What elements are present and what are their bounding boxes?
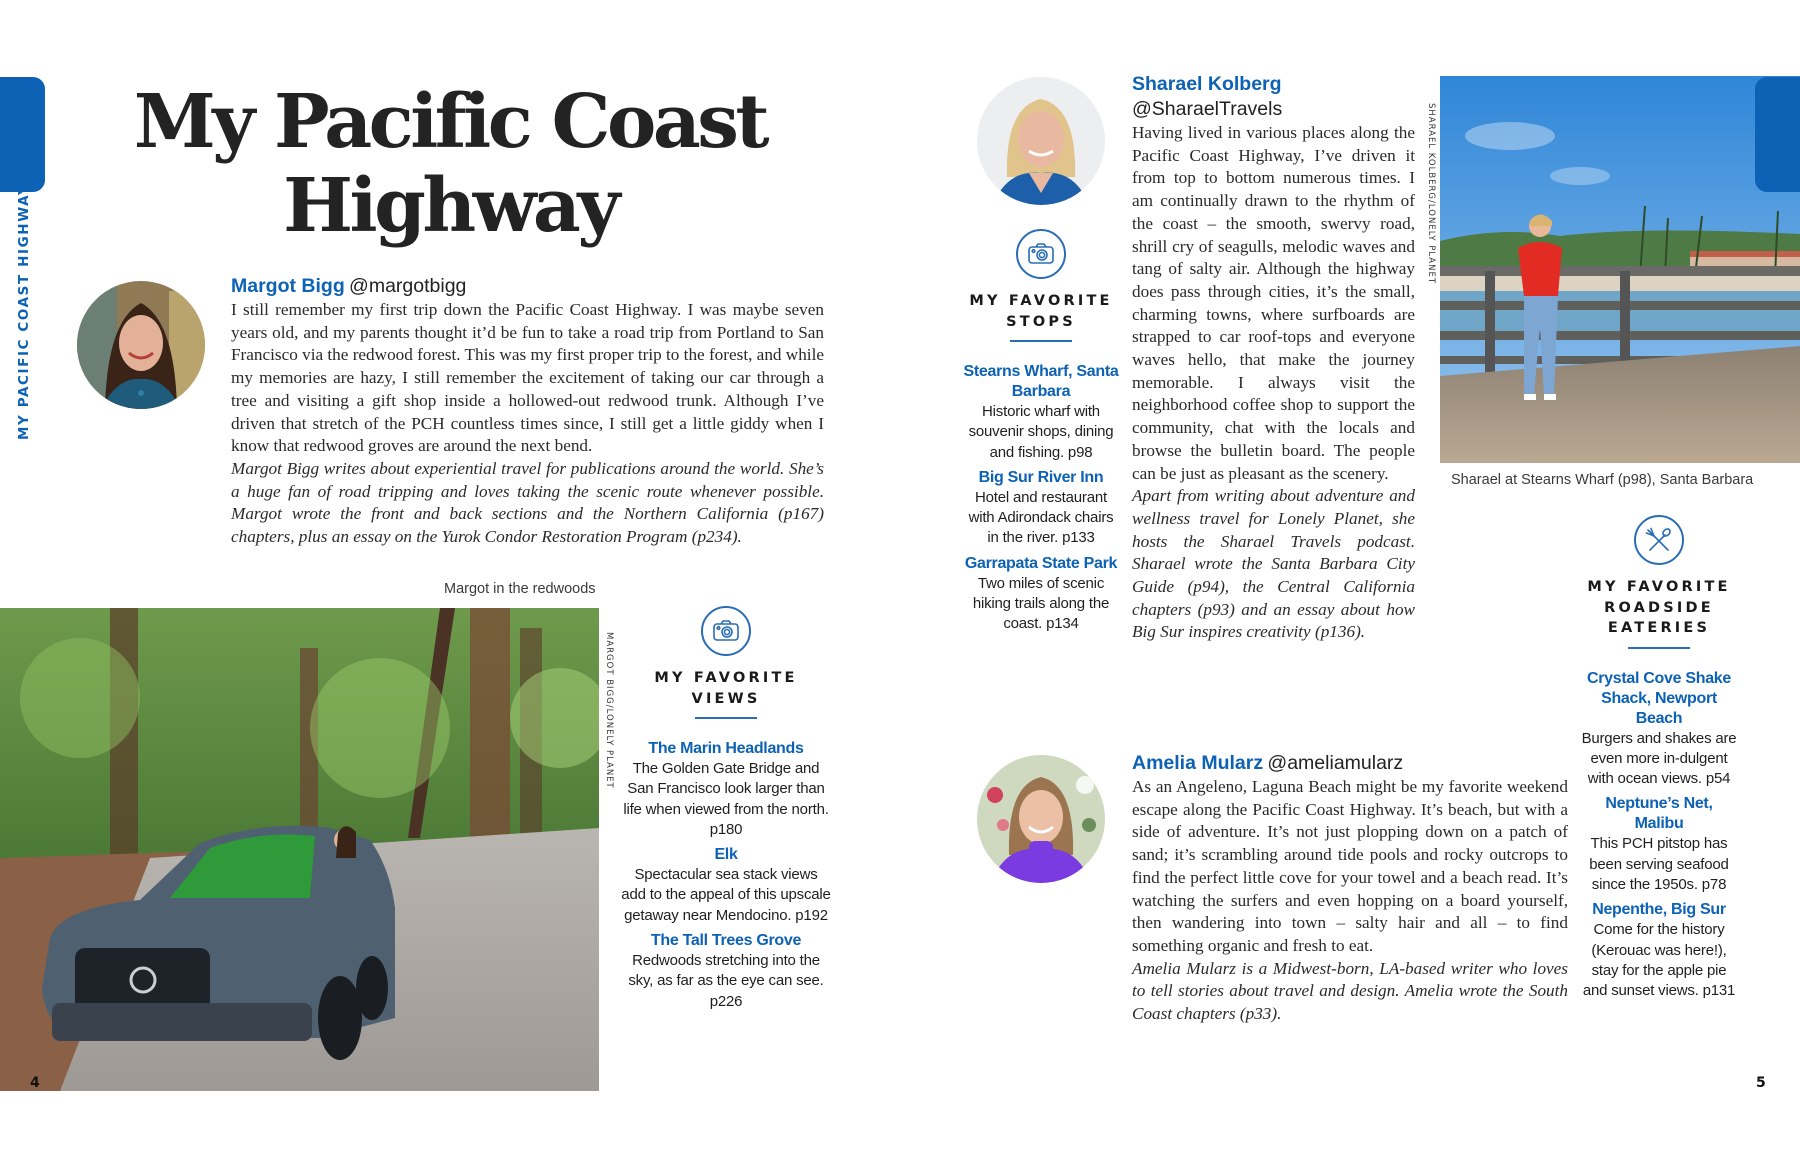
avatar-amelia <box>977 755 1105 883</box>
sidebar-item-title: Stearns Wharf, Santa Barbara <box>963 363 1119 400</box>
page-title <box>110 80 790 248</box>
sidebar-item-title: Garrapata State Park <box>964 554 1118 572</box>
section-tab-left <box>0 77 45 192</box>
camera-icon <box>1016 229 1066 279</box>
photo-wharf <box>1440 76 1800 463</box>
running-head: MY PACIFIC COAST HIGHWAY <box>16 183 32 440</box>
portrait-photo-margot <box>77 281 205 409</box>
sidebar-item-desc: Redwoods stretching into the sky, as far as the eye can see. p226 <box>628 952 824 1010</box>
sidebar-items <box>1579 669 1739 1002</box>
sidebar-item-desc: The Golden Gate Bridge and San Francisco look larger than life when viewed from the north. p180 <box>623 760 829 838</box>
author-handle[interactable]: @ameliamularz <box>1267 752 1404 774</box>
page-number-right: 5 <box>1756 1075 1766 1091</box>
photo-caption-redwoods: Margot in the redwoods <box>444 581 596 597</box>
author-block-sharael <box>1132 72 1415 644</box>
author-handle[interactable]: @margotbigg <box>349 275 467 297</box>
author-handle[interactable]: @SharaelTravels <box>1132 98 1283 120</box>
sidebar-items <box>621 739 831 1012</box>
sidebar-item-desc: Spectacular sea stack views add to the appeal of this upscale getaway near Mendocino. p192 <box>621 866 831 924</box>
author-name: Margot Bigg <box>231 275 345 297</box>
photo-redwoods <box>0 608 599 1091</box>
redwoods-car-photo <box>0 608 599 1091</box>
sidebar-heading: MY FAVORITE STOPS <box>969 293 1113 330</box>
author-name: Amelia Mularz <box>1132 752 1264 774</box>
page-title-line-2: Highway <box>283 163 617 249</box>
camera-icon <box>701 606 751 656</box>
author-essay: Having lived in various places along the Pacific Coast Highway, I’ve driven it from top to bottom numerous times. I am continually drawn to the rhythm of the coast – the smooth, swervy road, shrill cry of seagulls, melodic waves and tang of salty air. Although the highway does pass through cities, it’s the small, charming towns, where surfboards are strapped to car roof-tops and everyone waves hello, that make the journey memorable. I always visit the neighborhood coffee shop to support the community, chat with the locals and browse the bulletin board. The people can be just as pleasant as the scenery. <box>1132 123 1415 483</box>
heading-rule <box>695 717 757 719</box>
photo-credit-redwoods: MARGOT BIGG/LONELY PLANET <box>604 632 614 789</box>
sidebar-item-desc: Burgers and shakes are even more in-dulgent with ocean views. p54 <box>1581 729 1737 788</box>
sidebar-heading: MY FAVORITE VIEWS <box>654 670 798 707</box>
author-header <box>231 274 824 299</box>
sidebar-item-desc: This PCH pitstop has been serving seafood since the 1950s. p78 <box>1589 835 1729 893</box>
author-essay: I still remember my first trip down the Pacific Coast Highway. I was maybe seven years old, and my parents thought it’d be fun to take a road trip from Portland to San Francisco via the redwood forest. This was my first proper trip to the forest, and while my memories are hazy, I still remember the excitement of taking our car through a tree and visiting a gift shop inside a hollowed-out redwood trunk. Although I’ve driven that stretch of the PCH countless times since, I still get a little giddy when I know that redwood groves are around the next bend. <box>231 300 824 456</box>
author-block-amelia <box>1132 751 1568 1026</box>
stearns-wharf-photo <box>1440 76 1800 463</box>
sidebar-item-desc: Two miles of scenic hiking trails along the coast. p134 <box>972 574 1110 633</box>
author-header <box>1132 751 1568 776</box>
avatar-sharael <box>977 77 1105 205</box>
section-tab-right <box>1755 77 1800 192</box>
sidebar-favorite-stops <box>961 229 1121 640</box>
sidebar-item-desc: Hotel and restaurant with Adirondack chairs in the river. p133 <box>968 488 1114 547</box>
sidebar-item-desc: Historic wharf with souvenir shops, dining and fishing. p98 <box>968 403 1114 461</box>
photo-caption-wharf: Sharael at Stearns Wharf (p98), Santa Barbara <box>1451 472 1754 488</box>
author-bio: Apart from writing about adventure and wellness travel for Lonely Planet, she hosts the Sharael Travels podcast. Sharael wrote the Santa Barbara City Guide (p94), the Central California chapters (p93) and an essay about how Big Sur inspires creativity (p136). <box>1132 486 1415 642</box>
page-number-left: 4 <box>30 1075 40 1091</box>
author-bio: Amelia Mularz is a Midwest-born, LA-based writer who loves to tell stories about travel and design. Amelia wrote the South Coast chapters (p33). <box>1132 958 1568 1024</box>
sidebar-item-title: Nepenthe, Big Sur <box>1592 901 1726 919</box>
sidebar-favorite-views <box>621 606 831 1017</box>
sidebar-item-title: Big Sur River Inn <box>978 468 1104 486</box>
avatar-margot <box>77 281 205 409</box>
portrait-photo-sharael <box>977 77 1105 205</box>
author-header <box>1132 72 1415 122</box>
sidebar-items <box>961 362 1121 635</box>
sidebar-favorite-eateries <box>1579 515 1739 1006</box>
author-bio: Margot Bigg writes about experiential travel for publications around the world. She’s a huge fan of road tripping and loves taking the scenic route whenever possible. Margot wrote the front and back sections and the Northern California (p167) chapters, plus an essay on the Yurok Condor Restoration Program (p234). <box>231 458 824 547</box>
author-essay: As an Angeleno, Laguna Beach might be my favorite weekend escape along the Pacific Coast Highway. It’s beach, but with a side of adventure. It’s not just plopping down on a patch of sand; it’s scrambling around tide pools and rocky outcrops to find the perfect little cove for your towel and a beach read. It’s watching the surfers and even hopping on a board yourself, then wandering into town – salty hair and all – to find something organic and fresh to eat. <box>1132 777 1568 955</box>
author-block-margot <box>231 274 824 549</box>
sidebar-item-title: The Marin Headlands <box>648 740 804 757</box>
heading-rule <box>1628 647 1690 649</box>
author-name: Sharael Kolberg <box>1132 73 1282 95</box>
fork-spoon-icon <box>1634 515 1684 565</box>
sidebar-item-title: Elk <box>714 846 738 864</box>
sidebar-heading: MY FAVORITE ROADSIDE EATERIES <box>1587 579 1731 636</box>
portrait-photo-amelia <box>977 755 1105 883</box>
sidebar-item-title: Neptune’s Net, Malibu <box>1605 795 1713 833</box>
sidebar-item-title: The Tall Trees Grove <box>650 932 802 950</box>
page-title-line-1: My Pacific Coast <box>133 79 767 165</box>
heading-rule <box>1010 340 1072 342</box>
photo-credit-wharf: SHARAEL KOLBERG/LONELY PLANET <box>1426 103 1436 285</box>
sidebar-item-title: Crystal Cove Shake Shack, Newport Beach <box>1586 669 1731 727</box>
sidebar-item-desc: Come for the history (Kerouac was here!), stay for the apple pie and sunset views. p131 <box>1582 921 1736 1000</box>
